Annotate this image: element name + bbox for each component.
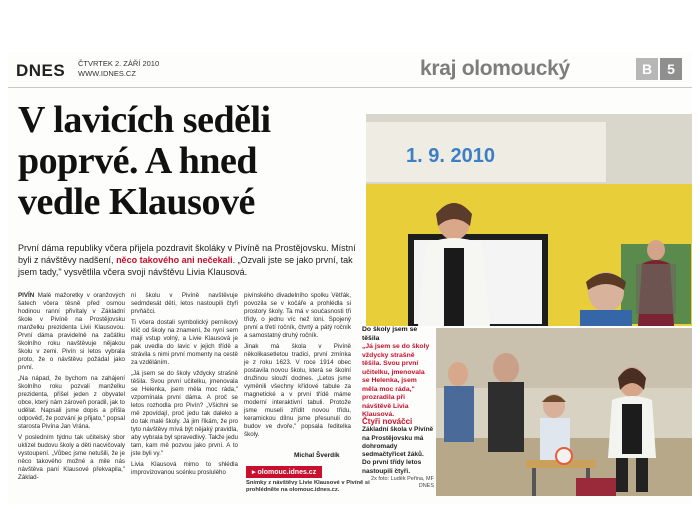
caption-heading: Čtyři nováčci: [362, 417, 413, 426]
newspaper-page: [8, 52, 692, 504]
paragraph: pivínského divadelního spolku Větřák, povozila se v kočáře a prohlédla si prostory školy. Ta má v současnosti tři třídy, o jednu víc než loni. Spojený první a třetí ročník, čtvrtý a pátý ročník a samostatný druhý ročník.: [244, 292, 351, 339]
paragraph: „Na nápad, že bychom na zahájení školního roku pozvali manželku prezidenta, přišel jeden z obyvatel obce, který nám zároveň poradil, jak to udělat. Napsali jsme dopis a přišla odpověď, že pozvání je přijato," popsal starosta Pivína Jan Vrána.: [18, 375, 125, 430]
paragraph: V posledním týdnu tak učitelský sbor uklízel budovu školy a děti nacvičovaly vystoupení. „Vůbec jsme netušili, že je něco takového možné a mile nás návštěva paní Klausové překvapila," Základ-: [18, 434, 125, 481]
caption-text: Základní škola v Pivíně na Prostějovsku má dohromady sedmačtyřicet žáků. Do první třídy letos nastoupili čtyři.: [362, 426, 434, 475]
region-title: kraj olomoucký: [420, 57, 570, 80]
photo-credit: 2x foto: Luděk Peřina, MF DNES: [371, 476, 434, 489]
byline: Michal Šverdík: [294, 452, 340, 459]
dateline: [78, 59, 159, 79]
brand-logo: DNES: [16, 61, 66, 80]
web-note: Snímky z návštěvy Livie Klausové v Pivíně si prohlédněte na olomouc.idnes.cz.: [246, 480, 370, 493]
pull-quote-text: „Já jsem se do školy vždycky strašně těšila. Svou první učitelku, jmenovala se Helenka, jsem měla moc ráda," prozradila při návštěvě Livia Klausová.: [362, 343, 430, 418]
photo-classroom-first-lady: [366, 114, 692, 326]
paragraph: [18, 292, 125, 372]
dateline-place: PIVÍN: [18, 292, 35, 299]
pull-quote-heading: Do školy jsem se těšila: [362, 326, 418, 342]
banner-date: 1. 9. 2010: [406, 145, 495, 167]
photo-classroom-children: [436, 328, 692, 496]
headline-line: vedle Klausové: [18, 181, 255, 223]
website: WWW.IDNES.CZ: [78, 69, 136, 78]
lead-highlight: něco takového ani nečekali: [116, 255, 233, 265]
lead-text: První dáma republiky včera přijela pozdravit školáky v Pivíně na Prostějovsku. Místní byli z návštěvy nadšení,: [18, 243, 356, 265]
headline-line: V lavicích seděli: [18, 99, 271, 141]
issue-date: ČTVRTEK 2. ZÁŘÍ 2010: [78, 59, 160, 68]
web-link-text: olomouc.idnes.cz: [257, 469, 317, 476]
paragraph: Jinak má škola v Pivíně několikasetletou tradici, první zmínka je z roku 1623. V roce 1914 obec postavila novou školu, která se školní družinou slouží dodnes. „Letos jsme vyměnili všechny křídové tabule za magnetické a v první třídě máme moderní interaktivní tabuli. Protože jsme museli zřídit novou třídu, keramickou dílnu jsme přesunuli do budov ve dvoře," popsala ředitelka školy.: [244, 343, 351, 438]
paragraph: „Já jsem se do školy vždycky strašně těšila. Svou první učitelku, jmenovala se Helenka, jsem měla moc ráda," vzpomínala první dáma. A proč se letos rozhodla pro Pivín? „Všichni se mě zpovídají, proč jedu tak daleko a do tak malé školy. Já jim říkám, že pro tyto návštěvy mívá být nějaký pravidla, aby vybrala byl spravedlivý. Takže jedu tam, kam mě pozvou jako první. A to jste byli vy.": [131, 370, 238, 457]
headline-line: poprvé. A hned: [18, 140, 258, 182]
pull-quote: [362, 326, 434, 420]
paragraph: Ti včera dostali symbolický perníkový klíč od školy na znamení, že nyní sem mají vstup volný, a Livie Klausová je pak uvedla do lavic v jejich třídě a strávila s nimi první momenty na cestě za vzděláním.: [131, 319, 238, 366]
headline: [18, 100, 363, 223]
column-2: [131, 292, 238, 480]
paragraph: ní školu v Pivíně navštěvuje sedmdesát dětí, letos nastoupili čtyři prvňáčci.: [131, 292, 238, 315]
photo-caption: [362, 418, 434, 476]
section-badge: B: [636, 58, 658, 80]
page-number-badge: 5: [660, 58, 682, 80]
column-3: [244, 292, 351, 442]
masthead: [8, 52, 692, 88]
photo-illustration: [366, 114, 692, 326]
column-1: [18, 292, 125, 485]
web-link[interactable]: ▸ olomouc.idnes.cz: [246, 466, 322, 478]
paragraph-text: Malé mažoretky v oranžových šatech včera těsně před osmou hodinou ranní přivítaly v Základní škole v Pivíně na Prostějovsku manželku prezidenta Livii Klausovou. První dáma pravidelně na začátku školního roku navštěvuje nějakou školu v zemi. Pivín si letos vybrala proto, že o návštěvu požádal jako první.: [18, 292, 125, 371]
lead-text: . „Ozvali jste se jako první, tak jsem tady," vysvětlila včera svoji návštěvu Livia Klausová.: [18, 255, 353, 277]
paragraph: Livia Klausová mimo to shlédla improvizovanou scénku proslulého: [131, 461, 238, 476]
lead-paragraph: [18, 242, 363, 278]
photo-illustration: [436, 328, 692, 496]
